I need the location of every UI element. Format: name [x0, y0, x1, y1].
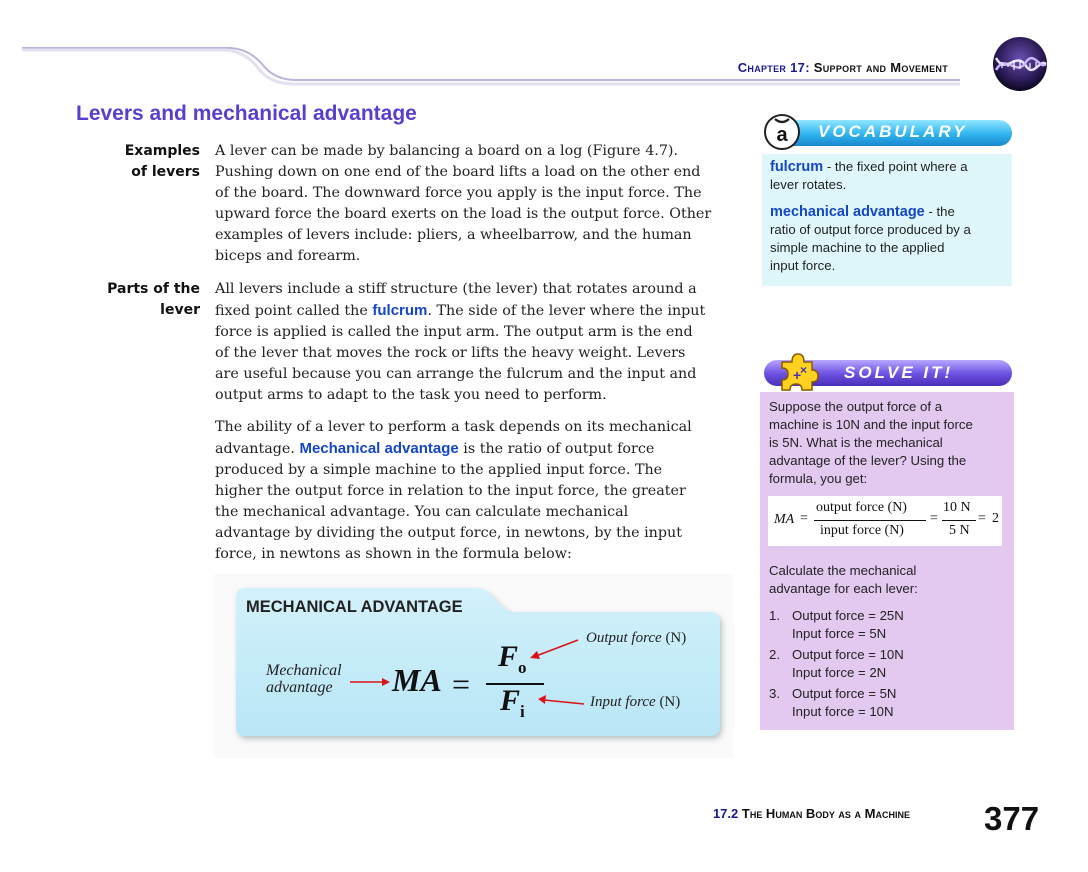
output-force-value: Output force = 25N — [792, 608, 904, 623]
text-line: advantage of the lever? Using the — [769, 453, 967, 468]
equals-sign: = — [452, 666, 471, 702]
text-line: of the lever that moves the rock or lifts the heavy weight. Levers — [215, 345, 686, 361]
vocabulary-panel — [762, 154, 1012, 286]
text-line: examples of levers include: pliers, a wheelbarrow, and the human — [215, 227, 692, 243]
text-line: Suppose the output force of a — [769, 399, 943, 414]
keyword-mechanical-advantage: Mechanical advantage — [299, 440, 459, 457]
side-head-parts: Parts of the lever — [107, 281, 200, 318]
chapter-number: 17: — [790, 60, 810, 75]
text-line: simple machine to the applied — [770, 240, 945, 255]
calc-result: 2 — [992, 511, 999, 526]
calc-numerator-1: output force (N) — [816, 500, 907, 515]
text-line: advantage for each lever: — [769, 581, 918, 596]
text-line: force is applied is called the input arm. The output arm is the end — [215, 324, 693, 340]
subscript-o: o — [518, 658, 527, 677]
parts-paragraph — [215, 279, 735, 406]
input-force-value: Input force = 10N — [792, 704, 894, 719]
f-symbol: F — [500, 684, 521, 717]
text-run: - the fixed point where a — [823, 159, 968, 174]
calc-numerator-2: 10 N — [943, 500, 971, 515]
text-run: - the — [924, 204, 955, 219]
page-number: 377 — [984, 800, 1040, 837]
label-line: Mechanical — [266, 662, 342, 679]
text-line: The ability of a lever to perform a task depends on its mechanical — [215, 419, 692, 435]
chapter-label: Chapter — [737, 60, 787, 75]
footer-section-number: 17.2 — [712, 806, 739, 821]
text-line: Pushing down on one end of the board lifts a load on the other end — [215, 164, 701, 180]
dna-helix-icon — [992, 36, 1048, 92]
vocab-term: mechanical advantage — [770, 204, 925, 220]
text-line — [215, 300, 735, 322]
solve-it-banner-text: SOLVE IT! — [844, 363, 954, 382]
calc-denominator-2: 5 N — [949, 523, 970, 538]
text-line — [770, 203, 1006, 221]
text-line: are useful because you can arrange the fulcrum and the input and — [215, 366, 697, 382]
text-line — [215, 438, 735, 460]
text-line: output arms to adapt to the task you need to perform. — [215, 387, 607, 403]
text-line: advantage by dividing the output force, in newtons, by the input — [215, 525, 682, 541]
side-head-line: of levers — [131, 164, 200, 180]
text-line: of the board. The downward force you apply is the input force. The — [215, 185, 702, 201]
formula-figure — [214, 574, 734, 758]
text-line: biceps and forearm. — [215, 248, 361, 264]
text-run: fixed point called the — [215, 303, 373, 319]
solve-problem — [769, 398, 1007, 488]
text-line: higher the output force in relation to the input force, the greater — [215, 483, 686, 499]
calc-ma: MA — [774, 512, 795, 527]
text-line: ratio of output force produced by a — [770, 222, 971, 237]
mechanical-advantage-paragraph — [215, 417, 735, 565]
text-line: machine is 10N and the input force — [769, 417, 973, 432]
text-line: force, in newtons as shown in the formula below: — [215, 546, 572, 562]
list-number: 2. — [769, 647, 780, 662]
text-run: . The side of the lever where the input — [427, 303, 706, 319]
f-symbol: F — [498, 640, 519, 673]
list-number: 1. — [769, 608, 780, 623]
fraction-bar — [814, 520, 926, 521]
mechanical-advantage-label — [266, 662, 342, 696]
side-head-examples — [76, 141, 200, 183]
label-text: Input force — [590, 694, 656, 710]
text-line: is 5N. What is the mechanical — [769, 435, 943, 450]
lever-problem-1 — [769, 607, 1007, 643]
calc-equals-1: = — [800, 511, 808, 526]
output-force-value: Output force = 5N — [792, 686, 897, 701]
calc-denominator-1: input force (N) — [820, 523, 904, 538]
input-force-label — [590, 694, 680, 711]
svg-text:+: + — [793, 367, 802, 383]
fraction-bar — [942, 520, 976, 521]
svg-text:×: × — [800, 363, 808, 377]
output-force-value: Output force = 10N — [792, 647, 904, 662]
lever-problem-3 — [769, 685, 1007, 721]
text-run: is the ratio of output force — [458, 441, 655, 457]
unit-text: (N) — [665, 630, 687, 646]
text-line: All levers include a stiff structure (the lever) that rotates around a — [215, 281, 697, 297]
text-line: the mechanical advantage. You can calculate mechanical — [215, 504, 629, 520]
vocab-term: fulcrum — [770, 159, 824, 175]
text-line: Calculate the mechanical — [769, 563, 917, 578]
text-line: produced by a simple machine to the applied input force. The — [215, 462, 663, 478]
vocab-entry-mechanical-advantage — [770, 203, 1006, 275]
input-force-value: Input force = 5N — [792, 626, 887, 641]
svg-text:a: a — [776, 124, 788, 146]
examples-paragraph — [215, 141, 735, 267]
label-line: advantage — [266, 679, 333, 696]
list-number: 3. — [769, 686, 780, 701]
text-line: input force. — [770, 258, 836, 273]
text-line: A lever can be made by balancing a board on a log (Figure 4.7). — [215, 143, 679, 159]
unit-text: (N) — [659, 694, 681, 710]
ma-symbol: MA — [392, 662, 442, 698]
output-force-label — [586, 630, 686, 647]
puzzle-piece-icon — [776, 350, 820, 394]
worked-calculation — [768, 496, 1002, 546]
text-line — [770, 158, 1006, 176]
subscript-i: i — [520, 702, 525, 721]
text-line: upward force the board exerts on the load is the output force. Other — [215, 206, 712, 222]
solve-it-panel — [760, 392, 1014, 730]
output-force-symbol — [498, 640, 527, 678]
header-swoosh — [0, 0, 1088, 100]
side-head-line: Examples — [124, 143, 200, 159]
text-run: advantage. — [215, 441, 300, 457]
solve-instruction — [769, 562, 1007, 598]
formula-title: MECHANICAL ADVANTAGE — [246, 598, 463, 616]
calc-equals-3: = — [978, 511, 986, 526]
calc-equals-2: = — [930, 511, 938, 526]
text-line: lever rotates. — [770, 177, 847, 192]
text-line: formula, you get: — [769, 471, 868, 486]
vocab-entry-fulcrum — [770, 158, 1006, 194]
lever-problem-2 — [769, 646, 1007, 682]
label-text: Output force — [586, 630, 662, 646]
footer-section-title: The Human Body as a Machine — [741, 806, 910, 821]
keyword-fulcrum: fulcrum — [372, 302, 428, 319]
chapter-title: Support and Movement — [813, 60, 948, 75]
footer-section-heading — [600, 806, 910, 821]
a-breve-icon — [762, 112, 802, 152]
chapter-heading — [620, 60, 948, 75]
vocabulary-banner-text: VOCABULARY — [818, 122, 968, 141]
section-title: Levers and mechanical advantage — [76, 102, 417, 125]
input-force-symbol — [500, 684, 525, 722]
input-force-value: Input force = 2N — [792, 665, 887, 680]
